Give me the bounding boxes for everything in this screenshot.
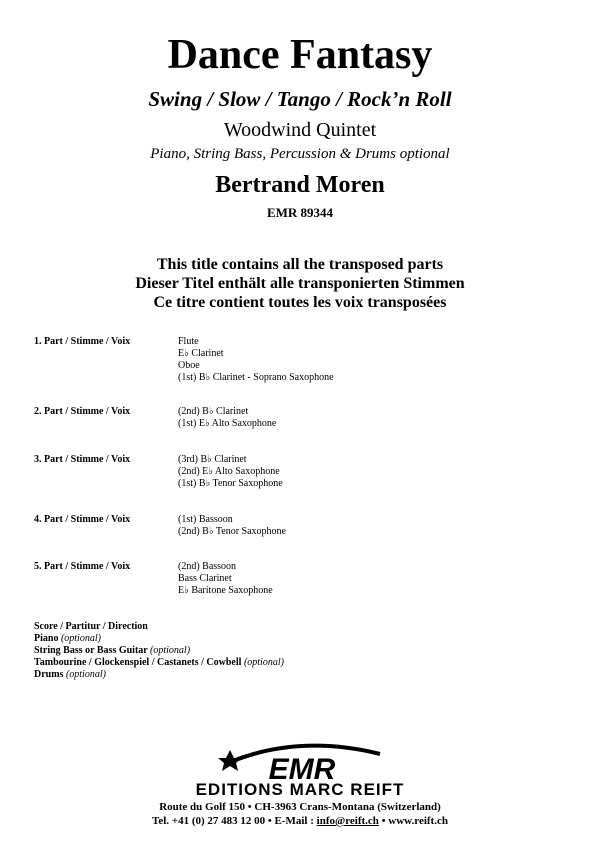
instrument: (2nd) B♭ Tenor Saxophone (178, 526, 286, 537)
part-instruments (178, 406, 276, 430)
notice-line-de: Dieser Titel enthält alle transponierten Stimmen (135, 275, 465, 292)
extra-part-name: String Bass or Bass Guitar (34, 645, 148, 656)
notice-line-fr: Ce titre contient toutes les voix transposées (153, 294, 447, 311)
part-instruments (178, 336, 334, 384)
part-instruments (178, 514, 286, 538)
emr-logo (190, 736, 410, 786)
extra-part-note: (optional) (243, 657, 284, 668)
optional-instruments: Piano, String Bass, Percussion & Drums optional (150, 146, 450, 162)
instrument: (1st) Bassoon (178, 514, 233, 525)
extra-part-name: Piano (34, 633, 59, 644)
publisher-contact (0, 814, 600, 828)
instrument: (2nd) B♭ Clarinet (178, 406, 249, 417)
instrument: (1st) B♭ Tenor Saxophone (178, 478, 283, 489)
part-label: 3. Part / Stimme / Voix (34, 454, 131, 465)
logo-star (218, 750, 242, 771)
catalog-number: EMR 89344 (266, 205, 334, 220)
extra-part (34, 633, 284, 645)
instrument: Oboe (178, 360, 200, 371)
publisher-name: EDITIONS MARC REIFT (195, 780, 405, 799)
additional-parts (34, 621, 284, 681)
part-label: 5. Part / Stimme / Voix (34, 561, 131, 572)
ensemble: Woodwind Quintet (223, 119, 377, 141)
part-label: 2. Part / Stimme / Voix (34, 406, 131, 417)
subtitle: Swing / Slow / Tango / Rock’n Roll (148, 87, 452, 111)
instrument: E♭ Clarinet (178, 348, 224, 359)
extra-part-note: (optional) (150, 645, 191, 656)
title: Dance Fantasy (167, 32, 433, 78)
instrument: (2nd) E♭ Alto Saxophone (178, 466, 280, 477)
logo-text: EMR (268, 753, 336, 786)
extra-part (34, 645, 284, 657)
extra-part-name: Score / Partitur / Direction (34, 621, 148, 632)
instrument: E♭ Baritone Saxophone (178, 585, 273, 596)
part-label: 4. Part / Stimme / Voix (34, 514, 131, 525)
transposition-notice (0, 255, 600, 312)
extra-part (34, 657, 284, 669)
publisher-address: Route du Golf 150 • CH-3963 Crans-Montana (Switzerland) (159, 801, 441, 813)
extra-part-name: Drums (34, 669, 64, 680)
notice-line-en: This title contains all the transposed parts (156, 256, 444, 273)
instrument: (1st) E♭ Alto Saxophone (178, 418, 277, 429)
extra-part-note: (optional) (60, 633, 101, 644)
part-instruments (178, 454, 283, 490)
contact-web[interactable]: • www.reift.ch (378, 815, 448, 827)
contact-tel: Tel. +41 (0) 27 483 12 00 • E-Mail : (152, 815, 317, 827)
instrument: (3rd) B♭ Clarinet (178, 454, 247, 465)
composer: Bertrand Moren (215, 172, 385, 198)
instrument: (2nd) Bassoon (178, 561, 237, 572)
instrument: Flute (178, 336, 199, 347)
part-label: 1. Part / Stimme / Voix (34, 336, 131, 347)
instrument: (1st) B♭ Clarinet - Soprano Saxophone (178, 372, 334, 383)
extra-part-name: Tambourine / Glockenspiel / Castanets / Cowbell (34, 657, 242, 668)
email-link[interactable]: info@reift.ch (316, 815, 379, 827)
extra-part-note: (optional) (65, 669, 106, 680)
instrument: Bass Clarinet (178, 573, 232, 584)
extra-part (34, 621, 284, 633)
part-instruments (178, 561, 273, 597)
extra-part (34, 669, 284, 681)
